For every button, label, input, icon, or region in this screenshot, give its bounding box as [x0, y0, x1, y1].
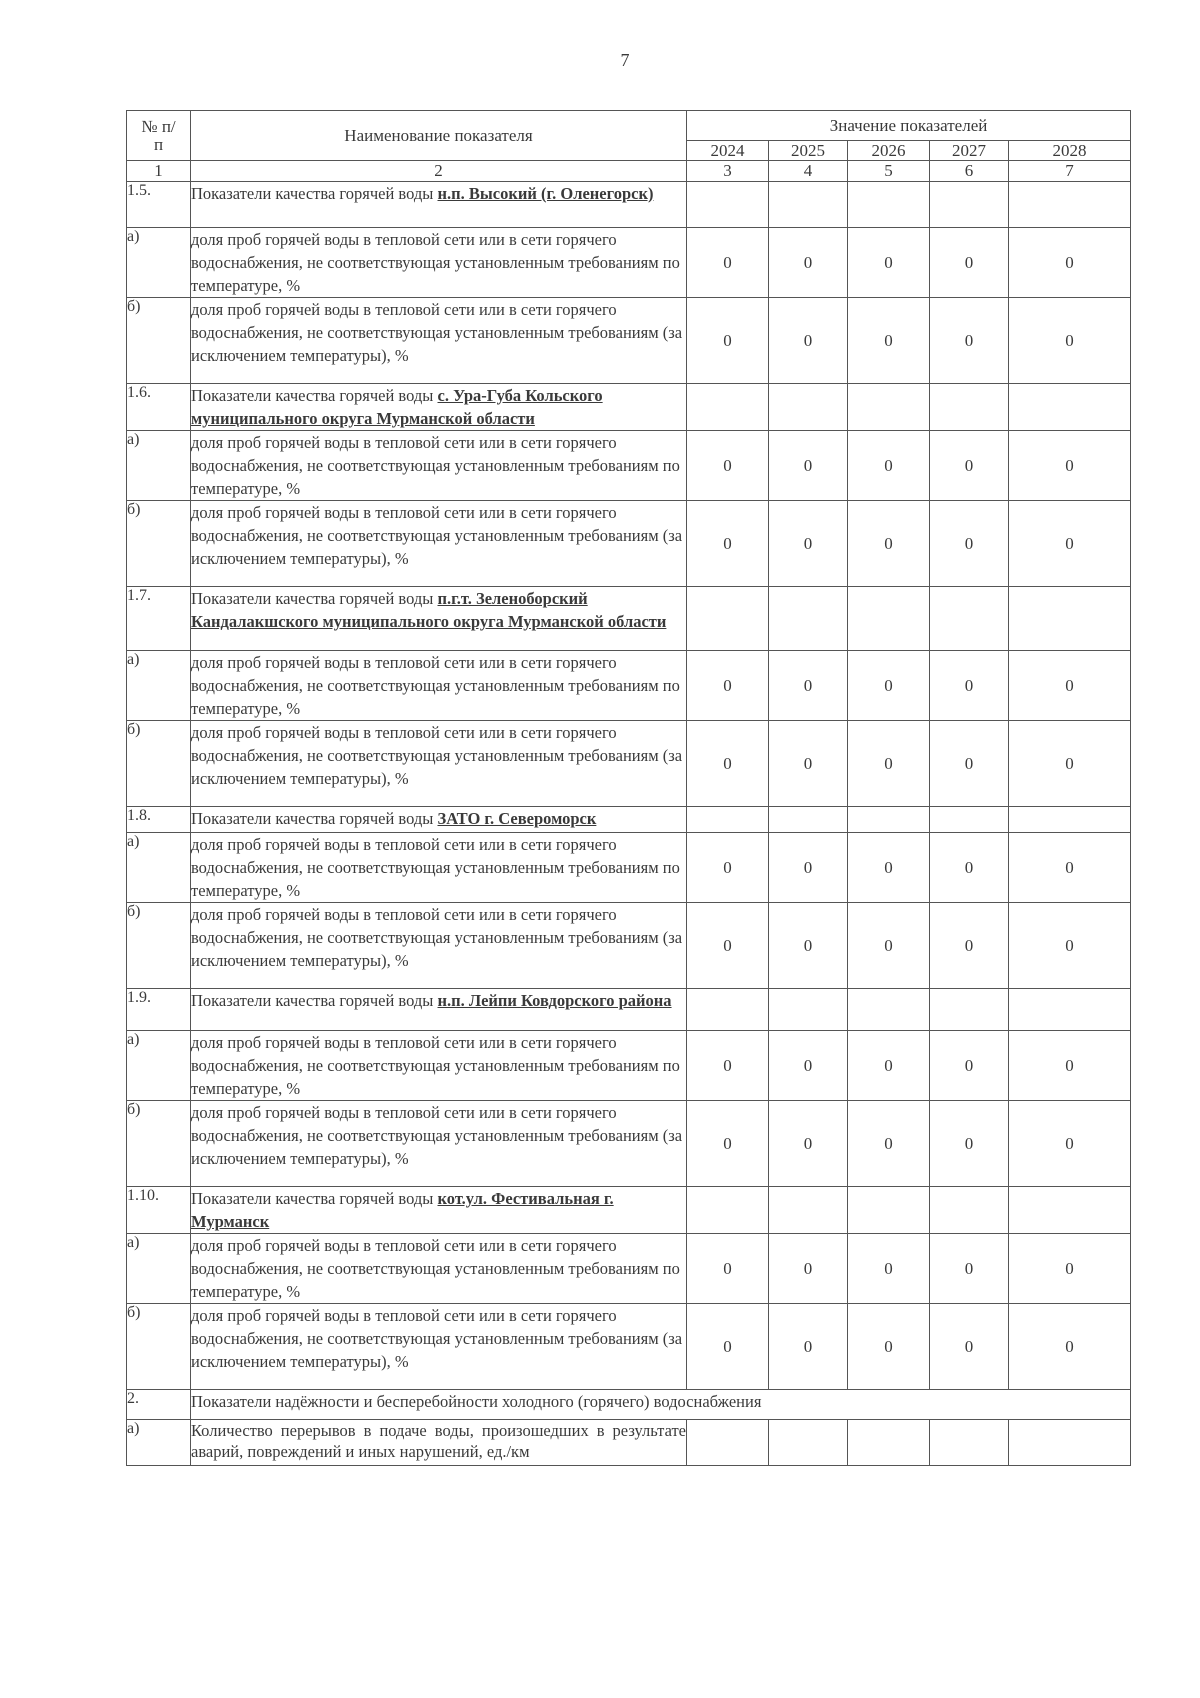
empty-value-cell	[1009, 384, 1131, 431]
section-title-prefix: Показатели качества горячей воды	[191, 589, 438, 608]
empty-value-cell	[687, 807, 769, 833]
row-label: доля проб горячей воды в тепловой сети или в сети горячего водоснабжения, не соответствующая установленным требованиям по температуре, %	[191, 228, 687, 298]
value-cell	[769, 1420, 848, 1466]
value-cell: 0	[687, 651, 769, 721]
value-cell: 0	[848, 1304, 930, 1390]
column-number: 2	[191, 161, 687, 182]
section-title-prefix: Показатели качества горячей воды	[191, 386, 438, 405]
header-num: № п/п	[127, 111, 191, 161]
value-cell: 0	[769, 833, 848, 903]
value-cell: 0	[769, 721, 848, 807]
empty-value-cell	[687, 587, 769, 651]
empty-value-cell	[769, 587, 848, 651]
row-label: доля проб горячей воды в тепловой сети или в сети горячего водоснабжения, не соответствующая установленным требованиям (за исключением температуры), %	[191, 721, 687, 807]
value-cell: 0	[687, 833, 769, 903]
section-number: 1.10.	[127, 1187, 191, 1234]
year-header: 2026	[848, 141, 930, 161]
row-number: б)	[127, 721, 191, 807]
column-number-row	[127, 161, 1131, 182]
row-number: а)	[127, 1234, 191, 1304]
header-name: Наименование показателя	[191, 111, 687, 161]
value-cell: 0	[687, 431, 769, 501]
value-cell: 0	[1009, 298, 1131, 384]
value-cell: 0	[930, 903, 1009, 989]
year-header: 2028	[1009, 141, 1131, 161]
table-row	[127, 651, 1131, 721]
value-cell: 0	[930, 721, 1009, 807]
row-number: б)	[127, 501, 191, 587]
year-header: 2024	[687, 141, 769, 161]
row-number: б)	[127, 1101, 191, 1187]
value-cell: 0	[1009, 721, 1131, 807]
empty-value-cell	[1009, 587, 1131, 651]
section-title-prefix: Показатели качества горячей воды	[191, 809, 438, 828]
value-cell: 0	[848, 1101, 930, 1187]
section-location: п.г.т. Зеленоборский Кандалакшского муниципального округа Мурманской области	[191, 589, 667, 631]
empty-value-cell	[848, 384, 930, 431]
row-label: доля проб горячей воды в тепловой сети или в сети горячего водоснабжения, не соответствующая установленным требованиям (за исключением температуры), %	[191, 903, 687, 989]
row-label: доля проб горячей воды в тепловой сети или в сети горячего водоснабжения, не соответствующая установленным требованиям по температуре, %	[191, 833, 687, 903]
section-row	[127, 807, 1131, 833]
value-cell: 0	[848, 431, 930, 501]
table-row	[127, 903, 1131, 989]
section-location: н.п. Лейпи Ковдорского района	[437, 991, 672, 1010]
row-number: б)	[127, 1304, 191, 1390]
column-number: 6	[930, 161, 1009, 182]
value-cell: 0	[930, 1234, 1009, 1304]
empty-value-cell	[930, 182, 1009, 228]
column-number: 7	[1009, 161, 1131, 182]
empty-value-cell	[687, 989, 769, 1031]
row-label: доля проб горячей воды в тепловой сети или в сети горячего водоснабжения, не соответствующая установленным требованиям по температуре, %	[191, 1031, 687, 1101]
value-cell: 0	[848, 721, 930, 807]
value-cell: 0	[769, 501, 848, 587]
row-number: б)	[127, 298, 191, 384]
section-row	[127, 989, 1131, 1031]
section-title	[191, 807, 687, 833]
section-title-prefix: Показатели качества горячей воды	[191, 991, 438, 1010]
empty-value-cell	[848, 989, 930, 1031]
section-title-prefix: Показатели качества горячей воды	[191, 1189, 438, 1208]
section-number: 1.8.	[127, 807, 191, 833]
empty-value-cell	[769, 182, 848, 228]
value-cell: 0	[769, 1031, 848, 1101]
value-cell: 0	[848, 1234, 930, 1304]
value-cell: 0	[930, 1031, 1009, 1101]
section-number: 1.5.	[127, 182, 191, 228]
value-cell: 0	[687, 903, 769, 989]
empty-value-cell	[848, 1187, 930, 1234]
row-number: а)	[127, 833, 191, 903]
table-header	[127, 111, 1131, 182]
value-cell: 0	[687, 1234, 769, 1304]
value-cell: 0	[1009, 833, 1131, 903]
empty-value-cell	[930, 1187, 1009, 1234]
row-label: доля проб горячей воды в тепловой сети или в сети горячего водоснабжения, не соответствующая установленным требованиям (за исключением температуры), %	[191, 1101, 687, 1187]
empty-value-cell	[769, 989, 848, 1031]
empty-value-cell	[930, 384, 1009, 431]
section-title	[191, 587, 687, 651]
column-number: 3	[687, 161, 769, 182]
value-cell: 0	[848, 833, 930, 903]
value-cell: 0	[1009, 228, 1131, 298]
value-cell: 0	[1009, 431, 1131, 501]
value-cell: 0	[687, 721, 769, 807]
value-cell: 0	[769, 298, 848, 384]
header-values-group: Значение показателей	[687, 111, 1131, 141]
section-title	[191, 989, 687, 1031]
value-cell: 0	[687, 228, 769, 298]
table-row	[127, 1101, 1131, 1187]
value-cell: 0	[687, 1304, 769, 1390]
empty-value-cell	[848, 807, 930, 833]
section-number: 1.9.	[127, 989, 191, 1031]
section-title-prefix: Показатели качества горячей воды	[191, 184, 438, 203]
empty-value-cell	[769, 384, 848, 431]
section-title	[191, 384, 687, 431]
column-number: 5	[848, 161, 930, 182]
empty-value-cell	[848, 587, 930, 651]
row-label: доля проб горячей воды в тепловой сети или в сети горячего водоснабжения, не соответствующая установленным требованиям (за исключением температуры), %	[191, 298, 687, 384]
empty-value-cell	[930, 587, 1009, 651]
value-cell: 0	[930, 501, 1009, 587]
value-cell: 0	[930, 651, 1009, 721]
row-label: доля проб горячей воды в тепловой сети или в сети горячего водоснабжения, не соответствующая установленным требованиям по температуре, %	[191, 431, 687, 501]
value-cell: 0	[687, 1031, 769, 1101]
section-location: ЗАТО г. Североморск	[437, 809, 597, 828]
section-row	[127, 1187, 1131, 1234]
value-cell: 0	[1009, 1101, 1131, 1187]
table-row	[127, 1304, 1131, 1390]
empty-value-cell	[1009, 989, 1131, 1031]
value-cell: 0	[769, 1234, 848, 1304]
value-cell: 0	[930, 833, 1009, 903]
value-cell: 0	[930, 431, 1009, 501]
section-number: 1.7.	[127, 587, 191, 651]
table-body	[127, 182, 1131, 1466]
empty-value-cell	[1009, 807, 1131, 833]
value-cell: 0	[930, 228, 1009, 298]
row-number: а)	[127, 431, 191, 501]
section-number: 2.	[127, 1390, 191, 1420]
empty-value-cell	[930, 807, 1009, 833]
row-number: а)	[127, 228, 191, 298]
column-number: 1	[127, 161, 191, 182]
section-row	[127, 1390, 1131, 1420]
value-cell: 0	[848, 903, 930, 989]
value-cell: 0	[1009, 501, 1131, 587]
value-cell: 0	[769, 651, 848, 721]
value-cell: 0	[1009, 1031, 1131, 1101]
empty-value-cell	[769, 807, 848, 833]
section-location: с. Ура-Губа Кольского муниципального округа Мурманской области	[191, 386, 603, 428]
value-cell: 0	[769, 431, 848, 501]
value-cell: 0	[769, 1101, 848, 1187]
row-label: доля проб горячей воды в тепловой сети или в сети горячего водоснабжения, не соответствующая установленным требованиям (за исключением температуры), %	[191, 501, 687, 587]
value-cell: 0	[1009, 1304, 1131, 1390]
row-number: б)	[127, 903, 191, 989]
value-cell: 0	[848, 1031, 930, 1101]
value-cell: 0	[848, 651, 930, 721]
section-title	[191, 182, 687, 228]
value-cell: 0	[687, 298, 769, 384]
value-cell: 0	[769, 903, 848, 989]
value-cell	[930, 1420, 1009, 1466]
value-cell	[687, 1420, 769, 1466]
value-cell: 0	[1009, 1234, 1131, 1304]
table-row	[127, 431, 1131, 501]
section-row	[127, 384, 1131, 431]
value-cell	[848, 1420, 930, 1466]
value-cell: 0	[848, 228, 930, 298]
row-number: а)	[127, 1420, 191, 1466]
value-cell: 0	[1009, 903, 1131, 989]
section-title: Показатели надёжности и бесперебойности холодного (горячего) водоснабжения	[191, 1390, 1131, 1420]
empty-value-cell	[687, 384, 769, 431]
table-row	[127, 1234, 1131, 1304]
empty-value-cell	[1009, 1187, 1131, 1234]
row-label: доля проб горячей воды в тепловой сети или в сети горячего водоснабжения, не соответствующая установленным требованиям по температуре, %	[191, 651, 687, 721]
value-cell: 0	[848, 501, 930, 587]
empty-value-cell	[687, 182, 769, 228]
table-row	[127, 721, 1131, 807]
table-row	[127, 1031, 1131, 1101]
value-cell: 0	[848, 298, 930, 384]
section-location: н.п. Высокий (г. Оленегорск)	[437, 184, 654, 203]
row-label: Количество перерывов в подаче воды, произошедших в результате аварий, повреждений и иных нарушений, ед./км	[191, 1420, 687, 1466]
section-location: кот.ул. Фестивальная г. Мурманск	[191, 1189, 614, 1231]
section-row	[127, 587, 1131, 651]
section-row	[127, 182, 1131, 228]
value-cell: 0	[930, 1101, 1009, 1187]
empty-value-cell	[687, 1187, 769, 1234]
table-row	[127, 501, 1131, 587]
empty-value-cell	[769, 1187, 848, 1234]
value-cell: 0	[687, 501, 769, 587]
table-row	[127, 833, 1131, 903]
table-row	[127, 228, 1131, 298]
value-cell: 0	[769, 1304, 848, 1390]
page-number: 7	[620, 50, 630, 70]
empty-value-cell	[930, 989, 1009, 1031]
row-label: доля проб горячей воды в тепловой сети или в сети горячего водоснабжения, не соответствующая установленным требованиям (за исключением температуры), %	[191, 1304, 687, 1390]
row-number: а)	[127, 651, 191, 721]
value-cell: 0	[930, 298, 1009, 384]
table-row	[127, 1420, 1131, 1466]
year-header: 2027	[930, 141, 1009, 161]
value-cell: 0	[687, 1101, 769, 1187]
empty-value-cell	[848, 182, 930, 228]
value-cell: 0	[769, 228, 848, 298]
row-label: доля проб горячей воды в тепловой сети или в сети горячего водоснабжения, не соответствующая установленным требованиям по температуре, %	[191, 1234, 687, 1304]
indicators-table	[126, 110, 1131, 1466]
year-header: 2025	[769, 141, 848, 161]
value-cell: 0	[930, 1304, 1009, 1390]
value-cell: 0	[1009, 651, 1131, 721]
value-cell	[1009, 1420, 1131, 1466]
column-number: 4	[769, 161, 848, 182]
section-title	[191, 1187, 687, 1234]
row-number: а)	[127, 1031, 191, 1101]
table-row	[127, 298, 1131, 384]
section-number: 1.6.	[127, 384, 191, 431]
empty-value-cell	[1009, 182, 1131, 228]
